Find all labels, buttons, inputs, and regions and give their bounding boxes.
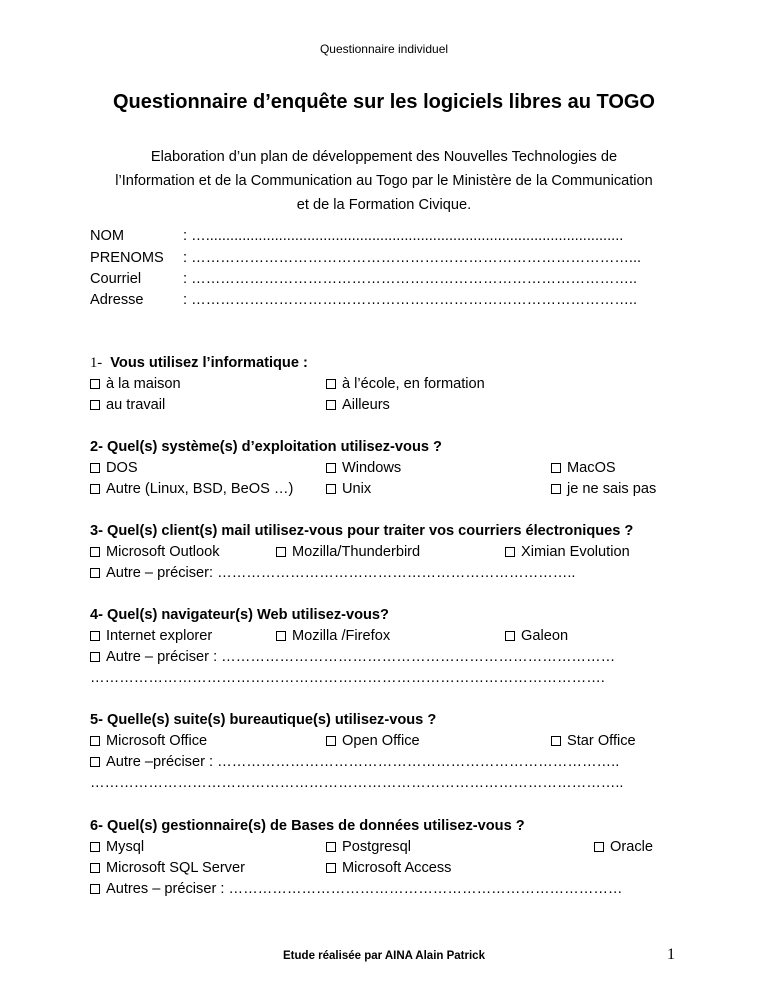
subtitle-line: Elaboration d’un plan de développement des Nouvelles Technologies de [150, 149, 618, 165]
answer-line[interactable]: ……………………………………………………………………………………………. [90, 670, 605, 686]
checkbox-icon[interactable] [505, 547, 515, 557]
checkbox-icon[interactable] [505, 631, 515, 641]
checkbox-icon[interactable] [326, 463, 336, 473]
checkbox-icon[interactable] [326, 379, 336, 389]
field-value[interactable]: : ……………………………………………………………………………….. [183, 292, 638, 308]
checkbox-icon[interactable] [90, 652, 100, 662]
page-header: Questionnaire individuel [319, 42, 449, 56]
checkbox-option[interactable]: Internet explorer [90, 628, 212, 644]
checkbox-option-other[interactable]: Autre – préciser : ……………………………………………………………………… [90, 649, 615, 665]
checkbox-option[interactable]: Ailleurs [326, 397, 390, 413]
checkbox-option[interactable]: Oracle [594, 839, 653, 855]
answer-line[interactable]: ……………………………………………………………………………………………….. [90, 775, 624, 791]
field-label: PRENOMS [90, 250, 164, 266]
question-2: 2- Quel(s) système(s) d’exploitation utilisez-vous ? [90, 439, 442, 455]
checkbox-option[interactable]: au travail [90, 397, 165, 413]
checkbox-icon[interactable] [326, 736, 336, 746]
checkbox-option[interactable]: Microsoft Access [326, 860, 451, 876]
subtitle-line: l’Information et de la Communication au Togo par le Ministère de la Communication [115, 173, 653, 189]
field-value[interactable]: : ………………………………………………………………………………... [183, 250, 642, 266]
checkbox-option[interactable]: Mysql [90, 839, 144, 855]
checkbox-option[interactable]: Windows [326, 460, 401, 476]
checkbox-icon[interactable] [90, 379, 100, 389]
checkbox-icon[interactable] [90, 484, 100, 494]
checkbox-option[interactable]: Microsoft Office [90, 733, 207, 749]
subtitle-line: et de la Formation Civique. [296, 197, 472, 213]
checkbox-option[interactable]: Microsoft Outlook [90, 544, 220, 560]
question-1 [90, 355, 308, 372]
checkbox-option[interactable]: Postgresql [326, 839, 411, 855]
checkbox-option[interactable]: à la maison [90, 376, 181, 392]
checkbox-option[interactable]: Galeon [505, 628, 568, 644]
checkbox-icon[interactable] [90, 547, 100, 557]
question-5: 5- Quelle(s) suite(s) bureautique(s) utilisez-vous ? [90, 712, 437, 728]
checkbox-icon[interactable] [90, 842, 100, 852]
field-value[interactable]: : ……………………………………………………………………………….. [183, 271, 638, 287]
field-label: Adresse [90, 292, 144, 308]
question-text: Vous utilisez l’informatique : [110, 355, 308, 371]
document-subtitle [80, 145, 688, 217]
checkbox-icon[interactable] [90, 568, 100, 578]
checkbox-option-other[interactable]: Autre –préciser : ……………………………………………………………………….. [90, 754, 619, 770]
checkbox-icon[interactable] [90, 736, 100, 746]
checkbox-icon[interactable] [551, 463, 561, 473]
page-number: 1 [667, 946, 675, 963]
checkbox-icon[interactable] [326, 400, 336, 410]
field-label: NOM [90, 228, 125, 244]
checkbox-option[interactable]: à l’école, en formation [326, 376, 485, 392]
checkbox-option[interactable]: DOS [90, 460, 138, 476]
checkbox-icon[interactable] [551, 736, 561, 746]
checkbox-option[interactable]: Autre (Linux, BSD, BeOS …) [90, 481, 293, 497]
checkbox-option[interactable]: Mozilla /Firefox [276, 628, 390, 644]
checkbox-icon[interactable] [326, 484, 336, 494]
checkbox-icon[interactable] [551, 484, 561, 494]
checkbox-option[interactable]: Mozilla/Thunderbird [276, 544, 420, 560]
checkbox-option[interactable]: MacOS [551, 460, 616, 476]
checkbox-icon[interactable] [90, 863, 100, 873]
checkbox-option[interactable]: Open Office [326, 733, 420, 749]
checkbox-option-other[interactable]: Autres – préciser : ……………………………………………………………………… [90, 881, 623, 897]
question-3: 3- Quel(s) client(s) mail utilisez-vous pour traiter vos courriers électroniques ? [90, 523, 634, 539]
checkbox-option[interactable]: Unix [326, 481, 371, 497]
question-6: 6- Quel(s) gestionnaire(s) de Bases de données utilisez-vous ? [90, 818, 525, 834]
checkbox-icon[interactable] [326, 863, 336, 873]
checkbox-icon[interactable] [326, 842, 336, 852]
checkbox-option[interactable]: Microsoft SQL Server [90, 860, 245, 876]
page-footer: Etude réalisée par AINA Alain Patrick [283, 950, 485, 962]
checkbox-icon[interactable] [90, 884, 100, 894]
checkbox-icon[interactable] [90, 757, 100, 767]
checkbox-option[interactable]: je ne sais pas [551, 481, 656, 497]
checkbox-icon[interactable] [90, 463, 100, 473]
question-4: 4- Quel(s) navigateur(s) Web utilisez-vous? [90, 607, 389, 623]
checkbox-option-other[interactable]: Autre – préciser: ……………………………………………………………….. [90, 565, 575, 581]
checkbox-icon[interactable] [90, 400, 100, 410]
document-title: Questionnaire d’enquête sur les logiciels libres au TOGO [112, 91, 655, 113]
checkbox-option[interactable]: Ximian Evolution [505, 544, 630, 560]
field-label: Courriel [90, 271, 142, 287]
checkbox-icon[interactable] [276, 547, 286, 557]
question-number: 1- [90, 355, 103, 371]
checkbox-icon[interactable] [90, 631, 100, 641]
checkbox-option[interactable]: Star Office [551, 733, 636, 749]
field-value[interactable]: : …....................................................................................................... [183, 228, 624, 244]
checkbox-icon[interactable] [594, 842, 604, 852]
checkbox-icon[interactable] [276, 631, 286, 641]
